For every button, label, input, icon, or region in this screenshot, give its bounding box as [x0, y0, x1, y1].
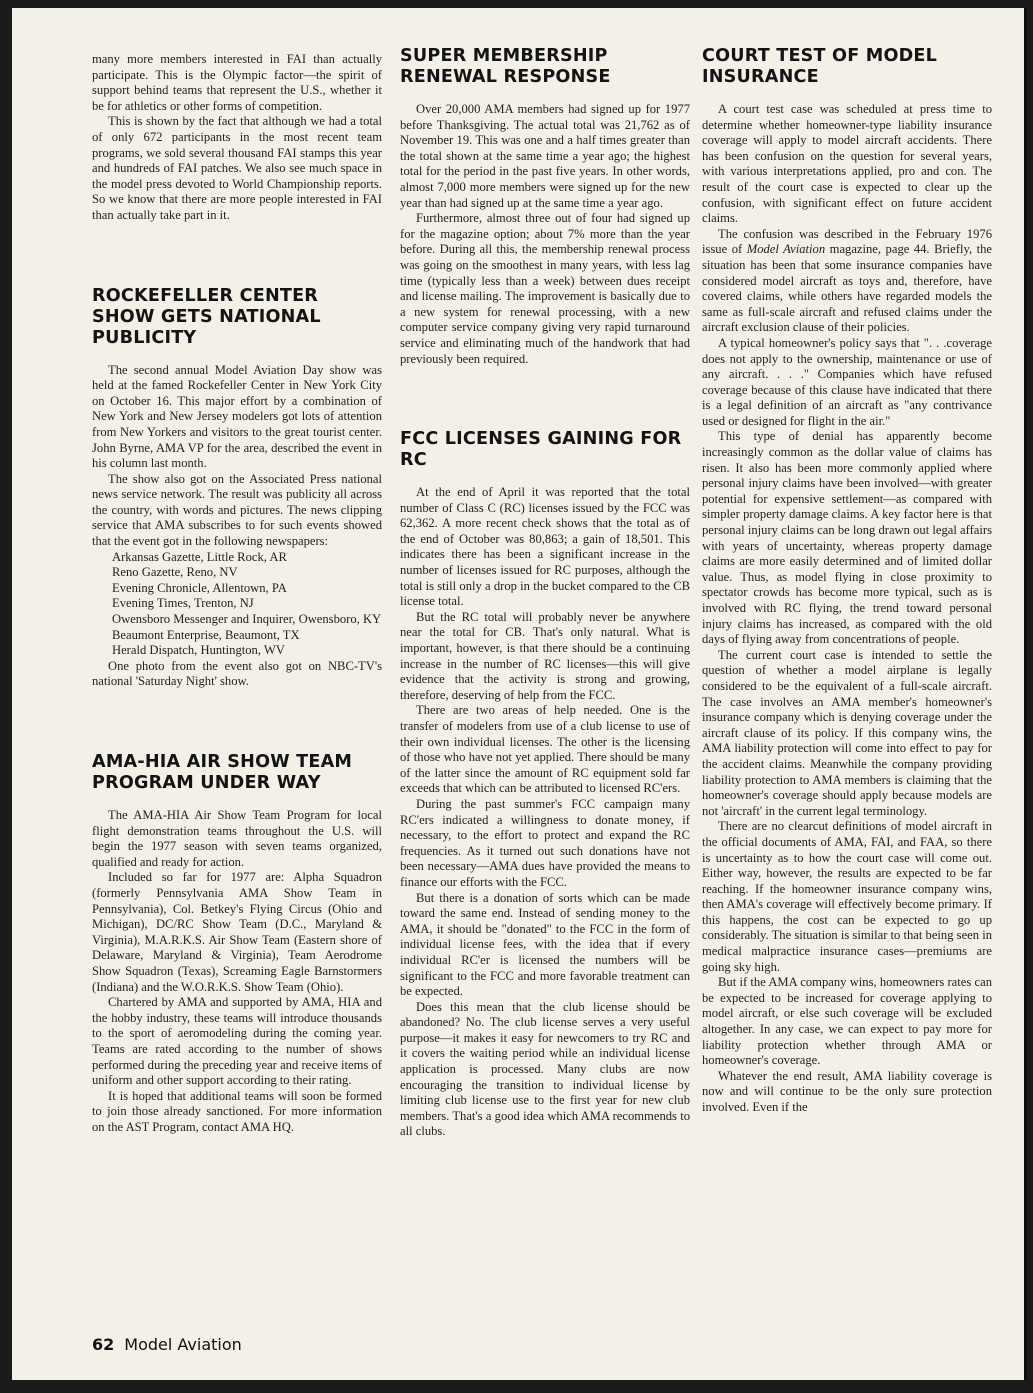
amahia-paragraph-3: Chartered by AMA and supported by AMA, HIA and the hobby industry, these teams will introduce thousands to the sport of aeromodeling during the coming year. Teams are rated according to the number of shows performed during the preceding year and receive items of uniform and other support according to their rating. [92, 995, 382, 1088]
magazine-title-italic: Model Aviation [746, 242, 826, 257]
page-footer [92, 1335, 242, 1354]
fcc-paragraph-2: But the RC total will probably never be anywhere near the total for CB. That's only natural. What is important, however, is that there should be a continuing increase in the number of RC licenses—this will give evidence that the activity is strong and growing, therefore, deserving of help from the FCC. [400, 609, 690, 702]
court-paragraph-6: There are no clearcut definitions of model aircraft in the official documents of AMA, FAI, and FAA, so there is uncertainty as to how the court case will come out. Either way, however, the results are expected to be far reaching. If the homeowner insurance company wins, then AMA's coverage will effectively become primary. If this happens, the cost can be expected to go up considerably. The situation is similar to that being seen in medical malpractice insurance cases—premiums are going sky high. [702, 819, 992, 974]
newspaper-item: Owensboro Messenger and Inquirer, Owensboro, KY [112, 612, 382, 627]
amahia-paragraph-1: The AMA-HIA Air Show Team Program for local flight demonstration teams throughout the U.S. will begin the 1977 season with seven teams organized, qualified and ready for action. [92, 808, 382, 869]
newspaper-item: Herald Dispatch, Huntington, WV [112, 643, 285, 658]
magazine-page [12, 8, 1027, 1380]
renewal-paragraph-2: Furthermore, almost three out of four had signed up for the magazine option; about 7% more than the year before. During all this, the membership renewal process was going on the smoothest in many years, with less lag time (typically less than a week) between dues receipt and license mailing. The improvement is basically due to a new system for renewal processing, with a new computer service company giving very rapid turnaround service and eliminating much of the handwork that had previously been required. [400, 211, 690, 366]
fcc-paragraph-1: At the end of April it was reported that the total number of Class C (RC) licenses issued by the FCC was 62,362. A more recent check shows that the total as of the end of October was 80,863; a gain of 18,501. This indicates there has been a significant increase in the number of licenses issued for RC purposes, although the total is still only a drop in the bucket compared to the CB license total. [400, 485, 690, 609]
newspaper-item: Reno Gazette, Reno, NV [112, 565, 238, 580]
court-paragraph-2 [702, 227, 992, 336]
newspaper-item: Arkansas Gazette, Little Rock, AR [112, 549, 287, 564]
newspaper-item: Evening Chronicle, Allentown, PA [112, 580, 287, 595]
rockefeller-paragraph-2: The show also got on the Associated Press national news service network. The result was publicity all across the country, with words and pictures. The news clipping service that AMA subscribes to for such events showed that the event got in the following newspapers: [92, 471, 382, 549]
fcc-paragraph-3: There are two areas of help needed. One is the transfer of modelers from use of a club license to use of their own individual licenses. The other is the licensing of those who have not yet applied. There should be many of the latter since the amount of RC equipment sold far exceeds that which can be attributed to licensed RC'ers. [400, 703, 690, 796]
renewal-heading: SUPER MEMBERSHIP RENEWAL RESPONSE [400, 46, 611, 87]
court-p2-start: The confusion was described in the February 1976 issue of [702, 226, 992, 257]
rockefeller-closing: One photo from the event also got on NBC-TV's national 'Saturday Night' show. [92, 658, 382, 689]
fcc-paragraph-6: Does this mean that the club license should be abandoned? No. The club license serves a very useful purpose—it makes it easy for newcomers to try RC and it covers the waiting period while an individual license application is processed. Many clubs are now encouraging the transition to individual license by limiting club license use to the first year for new club members. That's a good idea which AMA recommends to all clubs. [400, 999, 690, 1139]
court-p2-end: magazine, page 44. Briefly, the situation has been that some insurance companies have considered model aircraft as toys and, therefore, have covered claims, while others have regarded models the same as full-scale aircraft and refused claims under the aircraft exclusion clause of their policies. [702, 242, 992, 335]
fcc-paragraph-5: But there is a donation of sorts which can be made toward the same end. Instead of sending money to the AMA, it should be "donated" to the FCC in the form of individual license fees, with the idea that if every individual RC'er is licensed the numbers will be significant to the FCC and more favorable treatment can be expected. [400, 890, 690, 999]
rockefeller-paragraph-1: The second annual Model Aviation Day show was held at the famed Rockefeller Center in New York City on October 16. This major effort by a combination of New York and New Jersey modelers got lots of attention from New Yorkers and visitors to the great tourist center. John Byrne, AMA VP for the area, described the event in his column last month. [92, 362, 382, 471]
newspaper-list [92, 550, 382, 659]
column-3 [702, 46, 992, 1116]
publication-name: Model Aviation [124, 1335, 242, 1354]
intro-paragraph-2: This is shown by the fact that although we had a total of only 672 participants in the most recent team programs, we sold several thousand FAI stamps this year and hundreds of FAI patches. We also see much space in the model press devoted to World Championship reports. So we know that there are more people interested in FAI than actually take part in it. [92, 114, 382, 222]
newspaper-item: Beaumont Enterprise, Beaumont, TX [112, 627, 300, 642]
court-heading: COURT TEST OF MODEL INSURANCE [702, 46, 938, 87]
court-paragraph-3: A typical homeowner's policy says that ". . .coverage does not apply to the ownership, maintenance or use of any aircraft. . . ." Companies which have refused coverage because of this clause have indicated that there is a legal definition of an aircraft as "any contrivance used or designed for flight in the air." [702, 335, 992, 428]
amahia-paragraph-2: Included so far for 1977 are: Alpha Squadron (formerly Pennsylvania AMA Show Team in Pennsylvania), Col. Betkey's Flying Circus (Ohio and Michigan), DC/RC Show Team (D.C., Maryland & Virginia), M.A.R.K.S. Air Show Team (Eastern shore of Delaware, Maryland & Virginia), Team Aerodrome Show Squadron (Texas), Screaming Eagle Barnstormers (Indiana) and the W.O.R.K.S. Show Team (Ohio). [92, 870, 382, 994]
newspaper-item: Evening Times, Trenton, NJ [112, 596, 254, 611]
court-paragraph-7: But if the AMA company wins, homeowners rates can be expected to be increased for coverage applying to model aircraft, or else such coverage will be excluded altogether. In any case, we can expect to pay more for liability protection whether through AMA or homeowner's coverage. [702, 975, 992, 1068]
fcc-paragraph-4: During the past summer's FCC campaign many RC'ers indicated a willingness to donate money, if necessary, to the effort to protect and expand the RC frequencies. As it turned out such donations have not been necessary—AMA dues have provided the means to finance our efforts with the FCC. [400, 796, 690, 889]
court-paragraph-4: This type of denial has apparently become increasingly common as the dollar value of claims has risen. It also has been more commonly applied where personal injury claims have been involved—with greater potential for expensive settlement—as compared with simpler property damage claims. A key factor here is that personal injury claims can be long drawn out legal affairs with years of uncertainty, whereas property damage claims are more easily determined and of limited dollar value. Thus, as model flying in close proximity to spectator crowds has become more typical, such as is involved with RC flying, the trend toward personal injury claims has increased, as compared with the old days of flying away from concentrations of people. [702, 429, 992, 647]
court-paragraph-5: The current court case is intended to settle the question of whether a model airplane is legally considered to be the equivalent of a full-scale aircraft. The case involves an AMA member's homeowner's insurance company which is denying coverage under the aircraft clause of its policy. If this company wins, the AMA liability protection will come into effect to pay for the accident claims. Meanwhile the company providing liability protection to AMA members is claiming that the homeowner's coverage should apply because models are not 'aircraft' in the current legal terminology. [702, 647, 992, 818]
column-2 [400, 46, 690, 1140]
court-paragraph-1: A court test case was scheduled at press time to determine whether homeowner-type liability insurance coverage will apply to model aircraft accidents. There has been confusion on the question for several years, with various interpretations applied, pro and con. The result of the court case is expected to clear up the confusion, with significant effect on future accident claims. [702, 102, 992, 226]
amahia-heading: AMA-HIA AIR SHOW TEAM PROGRAM UNDER WAY [92, 752, 353, 793]
fcc-heading: FCC LICENSES GAINING FOR RC [400, 429, 682, 471]
intro-paragraph-1: many more members interested in FAI than actually participate. This is the Olympic factor—the spirit of support behind teams that represent the U.S., whether it be for athletics or other forms of competition. [92, 52, 382, 113]
column-1 [92, 52, 382, 1135]
page-number: 62 [92, 1335, 115, 1354]
rockefeller-heading: ROCKEFELLER CENTER SHOW GETS NATIONAL PUBLICITY [92, 285, 321, 348]
renewal-paragraph-1: Over 20,000 AMA members had signed up for 1977 before Thanksgiving. The actual total was 21,762 as of November 19. This was one and a half times greater than the total shown at the same time a year ago; the highest total for the period in the past five years. In other words, almost 7,000 more members were signed up for the new year than had signed up at the same time a year ago. [400, 102, 690, 210]
amahia-paragraph-4: It is hoped that additional teams will soon be formed to join those already sanctioned. For more information on the AST Program, contact AMA HQ. [92, 1088, 382, 1134]
court-paragraph-8: Whatever the end result, AMA liability coverage is now and will continue to be the only sure protection involved. Even if the [702, 1068, 992, 1114]
